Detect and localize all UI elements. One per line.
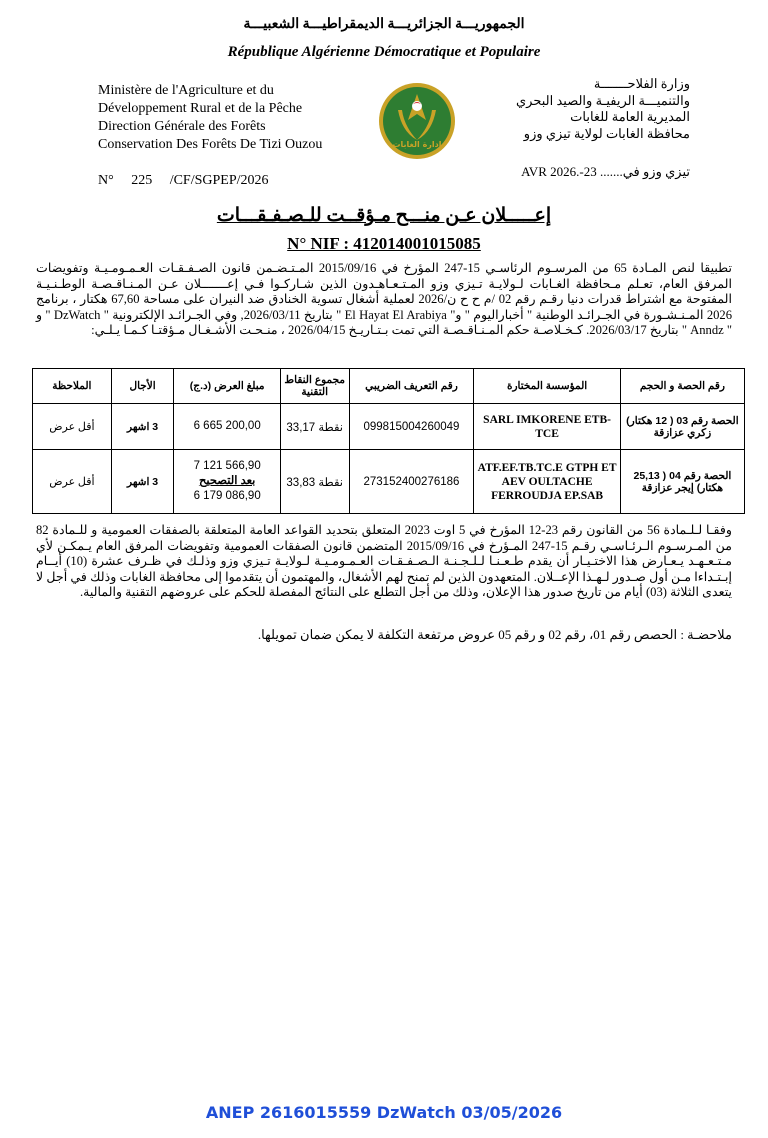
table-row: [33, 450, 745, 514]
cell-enterprise: SARL IMKORENE ETB-TCE: [474, 404, 620, 450]
note-paragraph: ملاحضـة : الحصص رقم 01، رقم 02 و رقم 05 عروض مرتفعة التكلفة لا يمكن ضمان تمويلها.: [257, 627, 732, 642]
col-enterprise: المؤسسة المختارة: [474, 369, 620, 404]
ministry-fr-line: Conservation Des Forêts De Tizi Ouzou: [98, 137, 323, 152]
ministry-fr-line: Développement Rural et de la Pêche: [98, 101, 303, 116]
cell-points: 33,17 نقطة: [280, 404, 349, 450]
ministry-ar-line: المديرية العامة للغابات: [570, 109, 690, 124]
col-points: مجموع النقاط التقنية: [280, 369, 349, 404]
ministry-fr-block: [98, 82, 368, 154]
ministry-ar-line: والتنميـــة الريفيـة والصيد البحري: [515, 92, 690, 108]
ministry-ar-line: وزارة الفلاحـــــــة: [593, 76, 690, 91]
appeal-paragraph: وفقـا لـلـمادة 56 من القانون رقم 23-12 المؤرخ في 5 اوت 2023 المتعلق بتحديد القواعد العامة المتعلقة بالصفقات العمومية و للـمادة 82 من المـرسـوم الـرئـاسـي رقـم 15-247 المـؤرخ في 2015/09/16 المتضمن قانون الصفقات العمومية وتفويضات المرفق العام يـمكـن لأي مـتـعـهـد يـعـارض هذا الاختـيـار أن يقدم طـعـنـا لـلـجـنـة الـصـفـقـات العـمـومـيـة لـولايـة تـيزي وزو وذلـك في ظـرف عشرة (10) أيــام إبـتـداءا مـن أول صـدور لـهـذا الإعــلان. المتعهدون الذين لم تمنح لهم الأشغال، والمهتمون أن يتقدموا إلى محافظة الغابات وذلك في أجل لا يتعدى الثلاثة (03) أيام من تاريخ صدور هذا الإعلان، وذلك من أجل التطلع على النتائج المفصلة للحكم على عروضهم التقنية والمالية.: [36, 523, 733, 599]
cell-amount: [174, 404, 280, 450]
cell-delay: 3 اشهر: [111, 450, 174, 514]
cell-note: أقل عرض: [33, 450, 112, 514]
col-note: الملاحظة: [33, 369, 112, 404]
document-date: تيزي وزو في....... 23-.AVR 2026: [521, 164, 690, 179]
table-header-row: [33, 369, 745, 404]
col-tax-id: رقم التعريف الضريبي: [349, 369, 474, 404]
award-table: [32, 368, 745, 514]
ministry-fr-line: Ministère de l'Agriculture et du: [98, 83, 274, 98]
ministry-fr-line: Direction Générale des Forêts: [98, 119, 266, 134]
reference-number: N° 225 /CF/SGPEP/2026: [98, 173, 269, 188]
announcement-heading: إعـــــلان عـن منـــح مـؤقــت للـصـفـقـــات: [216, 205, 552, 226]
forest-administration-logo: [376, 80, 458, 162]
title-french: République Algérienne Démocratique et Populaire: [227, 44, 541, 60]
title-arabic: الجمهوريـــة الجزائريـــة الديمقراطيـــة الشعبيـــة: [243, 17, 525, 32]
cell-delay: 3 اشهر: [111, 404, 174, 450]
cell-enterprise: ATF.EF.TB.TC.E GTPH ET AEV OULTACHE FERROUDJA EP.SAB: [474, 450, 620, 514]
cell-lot: الحصة رقم 04 ( 25,13 هكتار) إيجر عزازقة: [620, 450, 744, 514]
ministry-ar-block: [460, 76, 690, 142]
amount-correction-label: بعد التصحيح: [198, 475, 256, 487]
cell-tax-id: 099815004260049: [349, 404, 474, 450]
logo-caption: إدارة الغابات: [392, 140, 442, 149]
table-row: [33, 404, 745, 450]
ministry-ar-line: محافظة الغابات لولاية تيزي وزو: [523, 125, 690, 141]
cell-points: 33,83 نقطة: [280, 450, 349, 514]
cell-lot: الحصة رقم 03 ( 12 هكتار) زكري عزازقة: [620, 404, 744, 450]
amount-value: 6 665 200,00: [193, 420, 261, 432]
col-lot: رقم الحصة و الحجم: [620, 369, 744, 404]
amount-value: 7 121 566,90: [193, 460, 261, 472]
cell-note: أقل عرض: [33, 404, 112, 450]
amount-corrected-value: 6 179 086,90: [193, 490, 261, 502]
intro-paragraph: تطبيقا لنص المـادة 65 من المرسـوم الرئاسـي 15-247 المؤرخ في 2015/09/16 المـتـضـمن قانون الصـفـقـات العـمـومـيـة وتفويضات المرفق العام، تعـلم مـحافظة الغـابات لـولايـة تـيزي وزو المـتـعـاهـدون الذين شـاركـوا فـي إعـــــــلان عـن المـنـاقـصـة الوطـنـيـة المفتوحة مع اشتراط قدرات دنيا رقـم رقم 02 /م ح ح ن/2026 لعملية أشغال تسوية الخنادق ضد النيران على مساحة 67,60 هكتار ، برنامج 2026 المـنـشـورة في الجـرائـد الوطنية " أخباراليوم " و" El Hayat El Arabiya " بتاريخ 2026/03/11, وفي الجـرائـد الإلكترونية " DzWatch " و " Anndz " بتاريخ 2026/03/17. كـخـلاصـة حكم المـنـاقـصـة التي تمت بـتـاريـخ 2026/04/15 ، منـحـت الأشـغـال مـؤقتـا كـمـا يـلـي:: [36, 261, 733, 337]
publication-footer: ANEP 2616015559 DzWatch 03/05/2026: [205, 1103, 563, 1122]
cell-amount: [174, 450, 280, 514]
nif-number: N° NIF : 412014001015085: [287, 234, 481, 253]
col-amount: مبلغ العرض (د.ج): [174, 369, 280, 404]
col-delay: الأجال: [111, 369, 174, 404]
cell-tax-id: 273152400276186: [349, 450, 474, 514]
